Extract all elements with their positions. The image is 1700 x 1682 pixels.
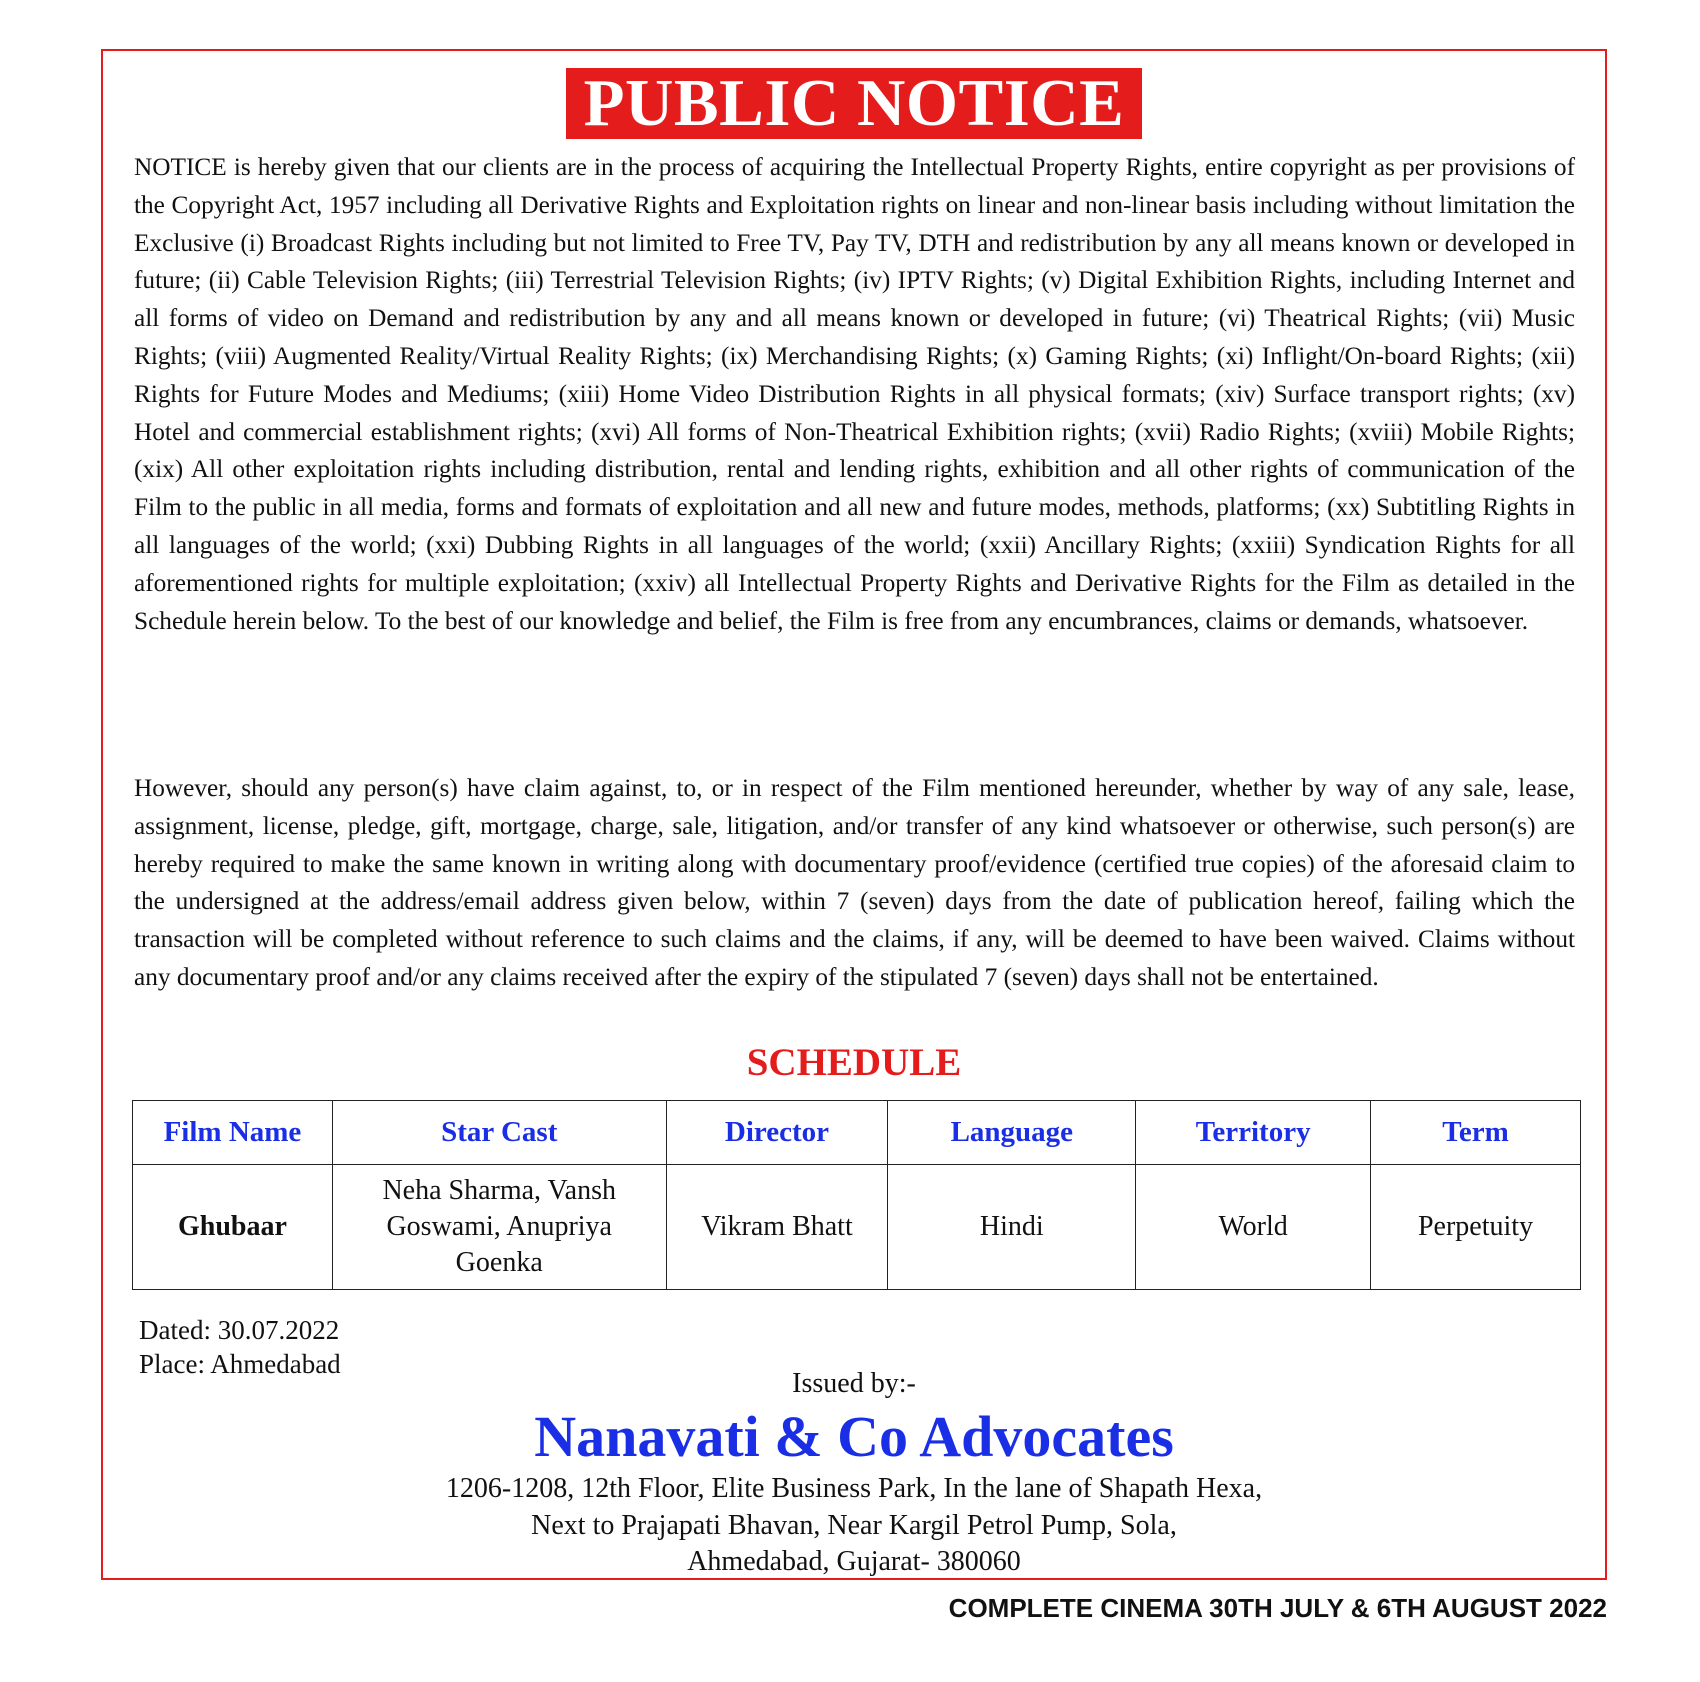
star-cast-line: Neha Sharma, Vansh	[382, 1175, 616, 1206]
schedule-table	[132, 1100, 1581, 1290]
cell-language: Hindi	[888, 1165, 1136, 1290]
issued-by-label: Issued by:-	[792, 1368, 916, 1399]
notice-border	[101, 49, 1607, 1580]
notice-paragraph-claims: However, should any person(s) have claim against, to, or in respect of the Film mentioned hereunder, whether by way of any sale, lease, assignment, license, pledge, gift, mortgage, charge, sale, litigation, and/or transfer of any kind whatsoever or otherwise, such person(s) are hereby required to make the same known in writing along with documentary proof/evidence (certified true copies) of the aforesaid claim to the undersigned at the address/email address given below, within 7 (seven) days from the date of publication hereof, failing which the transaction will be completed without reference to such claims and the claims, if any, will be deemed to have been waived. Claims without any documentary proof and/or any claims received after the expiry of the stipulated 7 (seven) days shall not be entertained.	[134, 774, 1575, 991]
firm-name: Nanavati & Co Advocates	[534, 1404, 1174, 1469]
header-language: Language	[888, 1101, 1136, 1165]
notice-paragraph-rights: NOTICE is hereby given that our clients are in the process of acquiring the Intellectual Property Rights, entire copyright as per provisions of the Copyright Act, 1957 including all Derivative Rights and Exploitation rights on linear and non-linear basis including without limitation the Exclusive (i) Broadcast Rights including but not limited to Free TV, Pay TV, DTH and redistribution by any all means known or developed in future; (ii) Cable Television Rights; (iii) Terrestrial Television Rights; (iv) IPTV Rights; (v) Digital Exhibition Rights, including Internet and all forms of video on Demand and redistribution by any and all means known or developed in future; (vi) Theatrical Rights; (vii) Music Rights; (viii) Augmented Reality/Virtual Reality Rights; (ix) Merchandising Rights; (x) Gaming Rights; (xi) Inflight/On-board Rights; (xii) Rights for Future Modes and Mediums; (xiii) Home Video Distribution Rights in all physical formats; (xiv) Surface transport rights; (xv) Hotel and commercial establishment rights; (xvi) All forms of Non-Theatrical Exhibition rights; (xvii) Radio Rights; (xviii) Mobile Rights; (xix) All other exploitation rights including distribution, rental and lending rights, exhibition and all other rights of communication of the Film to the public in all media, forms and formats of exploitation and all new and future modes, methods, platforms; (xx) Subtitling Rights in all languages of the world; (xxi) Dubbing Rights in all languages of the world; (xxii) Ancillary Rights; (xxiii) Syndication Rights for all aforementioned rights for multiple exploitation; (xxiv) all Intellectual Property Rights and Derivative Rights for the Film as detailed in the Schedule herein below. To the best of our knowledge and belief, the Film is free from any encumbrances, claims or demands, whatsoever.	[134, 153, 1575, 635]
cell-territory: World	[1136, 1165, 1371, 1290]
firm-address	[103, 1471, 1605, 1581]
dated-text: Dated: 30.07.2022	[139, 1315, 340, 1345]
cell-film-name: Ghubaar	[133, 1165, 333, 1290]
address-line: Next to Prajapati Bhavan, Near Kargil Petrol Pump, Sola,	[531, 1509, 1177, 1541]
header-territory: Territory	[1136, 1101, 1371, 1165]
table-row	[133, 1165, 1581, 1290]
star-cast-line: Goswami, Anupriya	[386, 1211, 612, 1242]
schedule-header-row	[133, 1101, 1581, 1165]
place-text: Place: Ahmedabad	[139, 1349, 341, 1379]
schedule-heading: SCHEDULE	[746, 1041, 962, 1084]
address-line: Ahmedabad, Gujarat- 380060	[687, 1546, 1021, 1577]
publication-footer: COMPLETE CINEMA 30TH JULY & 6TH AUGUST 2022	[948, 1593, 1607, 1623]
notice-title: PUBLIC NOTICE	[566, 68, 1143, 139]
cell-star-cast	[332, 1165, 666, 1290]
header-film-name: Film Name	[133, 1101, 333, 1165]
header-director: Director	[666, 1101, 888, 1165]
address-line: 1206-1208, 12th Floor, Elite Business Park, In the lane of Shapath Hexa,	[445, 1473, 1263, 1504]
title-container	[103, 68, 1605, 139]
header-term: Term	[1371, 1101, 1581, 1165]
star-cast-line: Goenka	[455, 1247, 543, 1278]
cell-term: Perpetuity	[1371, 1165, 1581, 1290]
cell-director: Vikram Bhatt	[666, 1165, 888, 1290]
header-star-cast: Star Cast	[332, 1101, 666, 1165]
